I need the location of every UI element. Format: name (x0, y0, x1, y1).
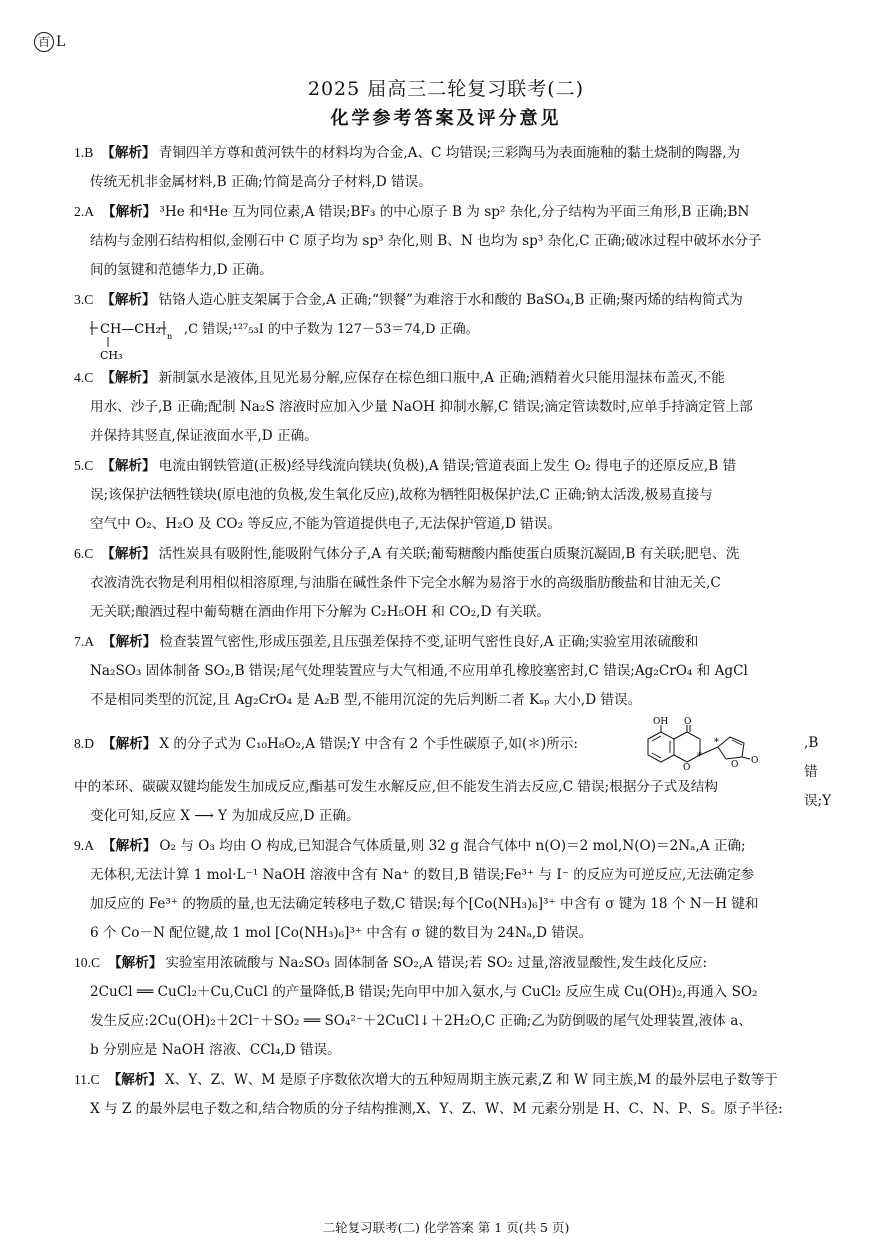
page-subtitle: 化学参考答案及评分意见 (330, 108, 562, 129)
answer-text: ,C 错误;¹²⁷₅₃I 的中子数为 127－53＝74,D 正确。 (184, 322, 479, 337)
answer-item-6 (74, 539, 822, 627)
answer-item-2 (74, 197, 822, 285)
answer-text: 衣液清洗衣物是利用相似相溶原理,与油脂在碱性条件下完全水解为易溶于水的高级脂肪酸盐和甘油无关,C (90, 575, 721, 591)
answer-item-7 (74, 627, 822, 715)
analysis-tag: 【解析】 (108, 955, 163, 971)
answer-text: ,B 错误;Y (804, 735, 832, 809)
answer-item-1 (74, 138, 822, 197)
answer-text: 加反应的 Fe³⁺ 的物质的量,也无法确定转移电子数,C 错误;每个[Co(NH₃)₆]³⁺ 中含有 σ 键为 18 个 N－H 键和 (90, 896, 759, 912)
analysis-tag: 【解析】 (101, 458, 156, 474)
answer-text: 6 个 Co－N 配位键,故 1 mol [Co(NH₃)₆]³⁺ 中含有 σ 键的数目为 24Nₐ,D 错误。 (90, 925, 593, 941)
hydroxyl-label: OH (653, 717, 669, 727)
analysis-tag: 【解析】 (102, 838, 157, 854)
answer-number: 7.A (74, 634, 95, 649)
answer-number: 9.A (74, 838, 95, 853)
analysis-tag: 【解析】 (102, 634, 157, 650)
answer-text: 无关联;酿酒过程中葡萄糖在酒曲作用下分解为 C₂H₅OH 和 CO₂,D 有关联。 (90, 604, 551, 620)
answer-text: 2CuCl ══ CuCl₂＋Cu,CuCl 的产量降低,B 错误;先向甲中加入氨水,与 CuCl₂ 反应生成 Cu(OH)₂,再通入 SO₂ (90, 984, 758, 1000)
answer-text: 误;该保护法牺牲镁块(原电池的负极,发生氧化反应),故称为牺牲阳极保护法,C 正确;钠太活泼,极易直接与 (90, 487, 713, 503)
answer-text: X 的分子式为 C₁₀H₈O₂,A 错误;Y 中含有 2 个手性碳原子,如(＊)所示: (159, 736, 578, 752)
answer-text: 并保持其竖直,保证液面水平,D 正确。 (90, 428, 318, 444)
answer-text: 活性炭具有吸附性,能吸附气体分子,A 有关联;葡萄糖酸内酯使蛋白质聚沉凝固,B 有关联;肥皂、洗 (158, 546, 740, 562)
answer-text: 电流由钢铁管道(正极)经导线流向镁块(负极),A 错误;管道表面上发生 O₂ 得电子的还原反应,B 错 (158, 458, 737, 474)
answer-text: O₂ 与 O₃ 均由 O 构成,已知混合气体质量,则 32 g 混合气体中 n(O)＝2 mol,N(O)＝2Nₐ,A 正确; (159, 838, 746, 854)
chiral-star-label: * (697, 751, 702, 762)
analysis-tag: 【解析】 (102, 736, 157, 752)
answer-item-9 (74, 831, 822, 948)
page-footer: 二轮复习联考(二) 化学答案 第 1 页(共 5 页) (322, 1220, 570, 1235)
answer-number: 10.C (74, 955, 101, 970)
answer-item-4 (74, 363, 822, 451)
analysis-tag: 【解析】 (101, 546, 156, 562)
corner-mark (34, 32, 65, 52)
answer-text: X 与 Z 的最外层电子数之和,结合物质的分子结构推测,X、Y、Z、W、M 元素分别是 H、C、N、P、S。原子半径: (90, 1101, 783, 1117)
analysis-tag: 【解析】 (101, 145, 156, 161)
answer-text: 检查装置气密性,形成压强差,且压强差保持不变,证明气密性良好,A 正确;实验室用浓硫酸和 (159, 634, 699, 650)
answer-text: 无体积,无法计算 1 mol·L⁻¹ NaOH 溶液中含有 Na⁺ 的数目,B 错误;Fe³⁺ 与 I⁻ 的反应为可逆反应,无法确定参 (90, 867, 755, 883)
answer-text: 用水、沙子,B 正确;配制 Na₂S 溶液时应加入少量 NaOH 抑制水解,C 错误;滴定管读数时,应单手持滴定管上部 (90, 399, 753, 415)
answer-number: 8.D (74, 736, 95, 751)
answer-list (74, 138, 832, 1124)
answer-number: 3.C (74, 292, 94, 307)
polymer-subscript-n: n (167, 332, 173, 341)
answer-text: 发生反应:2Cu(OH)₂＋2Cl⁻＋SO₂ ══ SO₄²⁻＋2CuCl↓＋2H₂O,C 正确;乙为防倒吸的尾气处理装置,液体 a、 (90, 1013, 752, 1029)
answer-item-3 (74, 285, 822, 363)
answer-item-8 (74, 715, 832, 831)
answer-text: 中的苯环、碳碳双键均能发生加成反应,酯基可发生水解反应,但不能发生消去反应,C 错误;根据分子式及结构 (74, 779, 718, 795)
answer-text: 青铜四羊方尊和黄河铁牛的材料均为合金,A、C 均错误;三彩陶马为表面施釉的黏土烧制的陶器,为 (158, 145, 741, 161)
answer-text: X、Y、Z、W、M 是原子序数依次增大的五种短周期主族元素,Z 和 W 同主族,M 的最外层电子数等于 (164, 1072, 778, 1088)
answer-text: 钴铬人造心脏支架属于合金,A 正确;“钡餐”为难溶于水和酸的 BaSO₄,B 正确;聚丙烯的结构简式为 (158, 292, 743, 308)
corner-letter: L (56, 34, 66, 50)
answer-item-10 (74, 948, 822, 1065)
lactone-oxygen-label: O (731, 760, 739, 770)
answer-text: Na₂SO₃ 固体制备 SO₂,B 错误;尾气处理装置应与大气相通,不应用单孔橡胶塞密封,C 错误;Ag₂CrO₄ 和 AgCl (90, 663, 748, 679)
answer-text: 新制氯水是液体,且见光易分解,应保存在棕色细口瓶中,A 正确;酒精着火只能用湿抹布盖灭,不能 (158, 370, 725, 386)
answer-number: 2.A (74, 204, 95, 219)
answer-number: 6.C (74, 546, 94, 561)
chiral-molecule-structure (634, 715, 799, 773)
analysis-tag: 【解析】 (101, 370, 156, 386)
answer-text: 结构与金刚石结构相似,金刚石中 C 原子均为 sp³ 杂化,则 B、N 也均为 sp³ 杂化,C 正确;破冰过程中破坏水分子 (90, 233, 762, 249)
answer-text: 空气中 O₂、H₂O 及 CO₂ 等反应,不能为管道提供电子,无法保护管道,D 错误。 (90, 516, 561, 532)
answer-text: 不是相同类型的沉淀,且 Ag₂CrO₄ 是 A₂B 型,不能用沉淀的先后判断二者 Kₛₚ 大小,D 错误。 (90, 692, 642, 708)
polypropylene-structure (90, 315, 180, 361)
polymer-main-chain: CH—CH₂ (100, 322, 161, 337)
ring-oxygen-label: O (683, 763, 691, 773)
polymer-branch: CH₃ (100, 349, 123, 361)
answer-number: 4.C (74, 370, 94, 385)
carbonyl-oxygen-label: O (684, 717, 692, 727)
answer-text: 实验室用浓硫酸与 Na₂SO₃ 固体制备 SO₂,A 错误;若 SO₂ 过量,溶液显酸性,发生歧化反应: (165, 955, 708, 971)
answer-number: 5.C (74, 458, 94, 473)
corner-circle-mark: 百 (34, 32, 54, 52)
answer-text: 传统无机非金属材料,B 正确;竹简是高分子材料,D 错误。 (90, 174, 432, 190)
answer-text: ³He 和⁴He 互为同位素,A 错误;BF₃ 的中心原子 B 为 sp² 杂化,分子结构为平面三角形,B 正确;BN (159, 204, 750, 220)
answer-number: 11.C (74, 1072, 100, 1087)
answer-number: 1.B (74, 145, 94, 160)
answer-text: 间的氢键和范德华力,D 正确。 (90, 262, 273, 278)
analysis-tag: 【解析】 (107, 1072, 162, 1088)
answer-item-11 (74, 1065, 822, 1124)
analysis-tag: 【解析】 (102, 204, 157, 220)
page-title: 2025 届高三二轮复习联考(二) (307, 78, 585, 100)
answer-item-5 (74, 451, 822, 539)
answer-text: b 分别应是 NaOH 溶液、CCl₄,D 错误。 (90, 1042, 341, 1058)
analysis-tag: 【解析】 (101, 292, 156, 308)
chiral-star-label: * (714, 737, 719, 748)
polymer-row (74, 315, 822, 363)
answer-text: 变化可知,反应 X ⟶ Y 为加成反应,D 正确。 (90, 808, 360, 824)
lactone-carbonyl-label: O (751, 756, 759, 766)
